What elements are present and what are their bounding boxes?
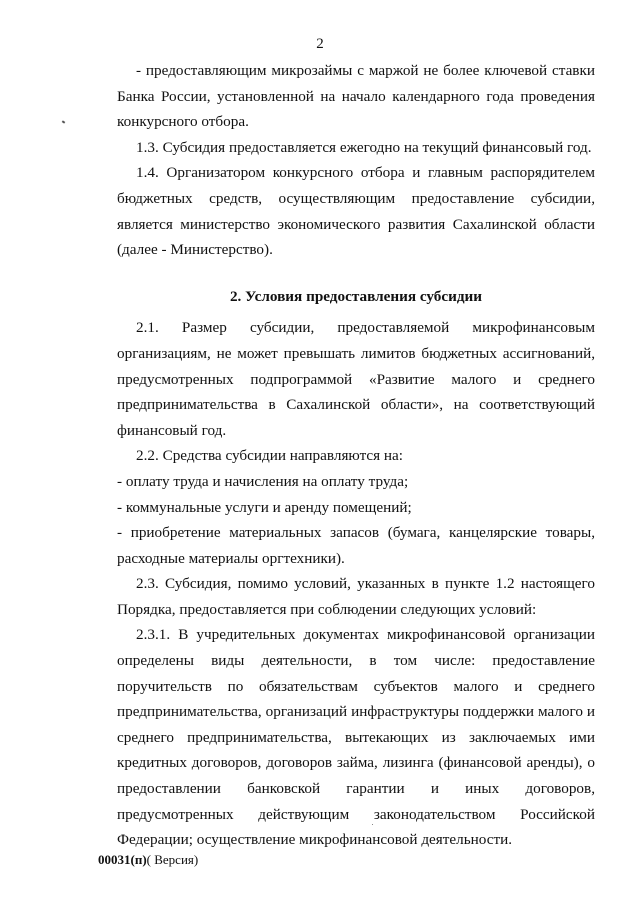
document-code: 00031(п) (98, 852, 147, 867)
paragraph-2-3-1: 2.3.1. В учредительных документах микрофинансовой организации определены виды деятельности, в том числе: предоставление поручительств по обязательствам субъектов малого и среднего предпринимательства, организаций инфраструктуры поддержки малого и среднего предпринимательства, вытекающих из заключаемых ими кредитных договоров, договоров займа, лизинга (финансовой аренды), о предоставлении банковской гарантии и иных договоров, предусмотренных действующим законодательством Российской Федерации; осуществление микрофинансовой деятельности. (117, 626, 595, 849)
paragraph-2-2: 2.2. Средства субсидии направляются на: (136, 447, 404, 465)
paragraph-2-3: 2.3. Субсидия, помимо условий, указанных в пункте 1.2 настоящего Порядка, предоставляется при соблюдении следующих условий: (117, 575, 595, 618)
page-number: 2 (316, 36, 324, 52)
paragraph-microloans-margin: - предоставляющим микрозаймы с маржой не более ключевой ставки Банка России, установленной на начало календарного года проведения конкурсного отбора. (117, 62, 595, 131)
scan-artifact (62, 120, 66, 123)
footer (98, 852, 198, 868)
list-item: - коммунальные услуги и аренду помещений; (117, 498, 412, 516)
paragraph-1-4: 1.4. Организатором конкурсного отбора и главным распорядителем бюджетных средств, осуществляющим предоставление субсидии, является министерство экономического развития Сахалинской области (далее - Министерство). (117, 164, 595, 259)
document-body (117, 58, 595, 853)
document-version: ( Версия) (146, 852, 199, 867)
section-heading: 2. Условия предоставления субсидии (229, 287, 483, 305)
paragraph-1-3: 1.3. Субсидия предоставляется ежегодно на текущий финансовый год. (136, 138, 592, 156)
scan-artifact (372, 824, 373, 825)
list-item: - оплату труда и начисления на оплату труда; (117, 472, 409, 490)
list-item: - приобретение материальных запасов (бумага, канцелярские товары, расходные материалы оргтехники). (117, 524, 595, 567)
paragraph-2-1: 2.1. Размер субсидии, предоставляемой микрофинансовым организациям, не может превышать лимитов бюджетных ассигнований, предусмотренных подпрограммой «Развитие малого и среднего предпринимательства в Сахалинской области», на соответствующий финансовый год. (117, 319, 595, 439)
